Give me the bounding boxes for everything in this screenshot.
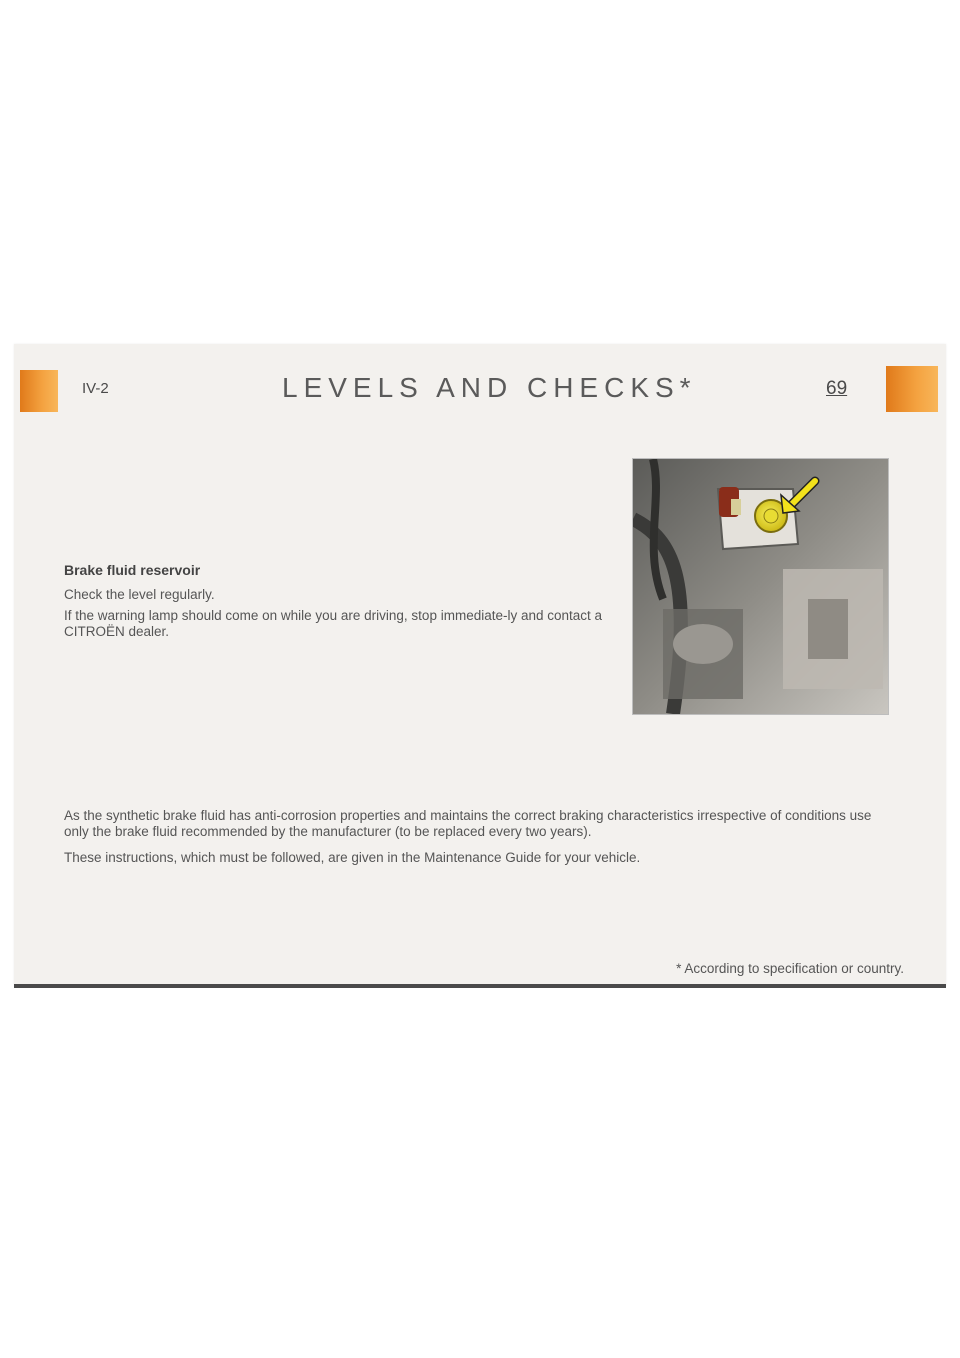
maintenance-guide-text: These instructions, which must be followed, are given in the Maintenance Guide for your vehicle. bbox=[64, 850, 641, 865]
section-tab-right bbox=[886, 366, 938, 412]
page-bottom-rule bbox=[14, 984, 946, 988]
footnote: * According to specification or country. bbox=[676, 961, 904, 976]
section-code: IV-2 bbox=[82, 380, 109, 397]
section-tab-left bbox=[20, 370, 58, 412]
page-number: 69 bbox=[826, 378, 848, 399]
check-level-text: Check the level regularly. bbox=[64, 587, 215, 602]
warning-lamp-text: If the warning lamp should come on while you are driving, stop immediate-ly and contact a CITROËN dealer. bbox=[64, 608, 603, 639]
page-title: LEVELS AND CHECKS* bbox=[282, 372, 697, 403]
brake-fluid-info-text: As the synthetic brake fluid has anti-corrosion properties and maintains the correct braking characteristics irrespective of conditions use only the brake fluid recommended by the manufacturer (to be replaced every two years). bbox=[64, 808, 872, 839]
engine-bay-photo bbox=[632, 458, 889, 715]
section-heading: Brake fluid reservoir bbox=[64, 562, 201, 578]
